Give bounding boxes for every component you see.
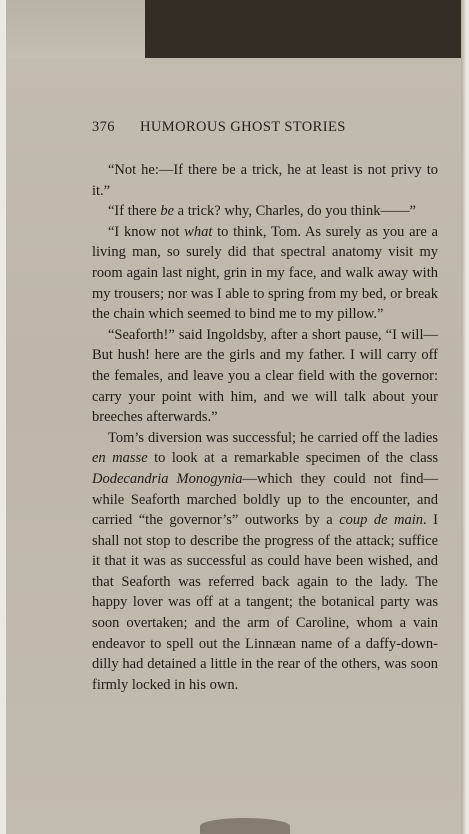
page-top-strip (6, 0, 145, 58)
page-number: 376 (92, 119, 115, 135)
paragraph: “I know not what to think, Tom. As surely as you are a living man, so surely did that spectral anatomy visit my room again last night, grin in my face, and walk away with my trousers; nor was I able to spring from my bed, or break the chain which seemed to bind me to my pillow.” (92, 223, 438, 323)
italic-text: en masse (92, 450, 148, 467)
paragraph: Tom’s diversion was successful; he carried off the ladies en masse to look at a remarkable specimen of the class Dodecandria Monogynia—which they could not find—while Seaforth marched boldly up to the encounter, and carried “the governor’s” outworks by a coup de main. I shall not stop to describe the progress of the attack; suffice it that it was as successful as could have been wished, and that Seaforth was referred back again to the lady. The happy lover was off at a tangent; the botanical party was soon overtaken; and the arm of Caroline, whom a vain endeavor to spell out the Linnæan name of a daffy-down-dilly had detained a little in the rear of the others, was soon firmly locked in his own. (92, 429, 438, 693)
paragraph: “If there be a trick? why, Charles, do you think——” (108, 203, 416, 220)
body-text (92, 160, 438, 695)
italic-text: what (184, 223, 213, 240)
page-edge-right (461, 0, 469, 834)
paragraph: “Not he:—If there be a trick, he at least is not privy to it.” (92, 162, 438, 199)
italic-text: coup de main (339, 512, 424, 529)
italic-text: Dodecandria Monogynia (92, 470, 243, 487)
running-title: HUMOROUS GHOST STORIES (140, 119, 346, 135)
italic-text: be (160, 203, 175, 220)
paragraph: “Seaforth!” said Ingoldsby, after a short pause, “I will—But hush! here are the girls and my father. I will carry off the females, and leave you a clear field with the governor: carry your point with him, and we will talk about your breeches afterwards.” (92, 326, 438, 426)
page-edge-left (0, 0, 6, 834)
running-header (92, 119, 452, 136)
scan-dark-margin (145, 0, 461, 58)
binding-shadow (200, 818, 290, 834)
